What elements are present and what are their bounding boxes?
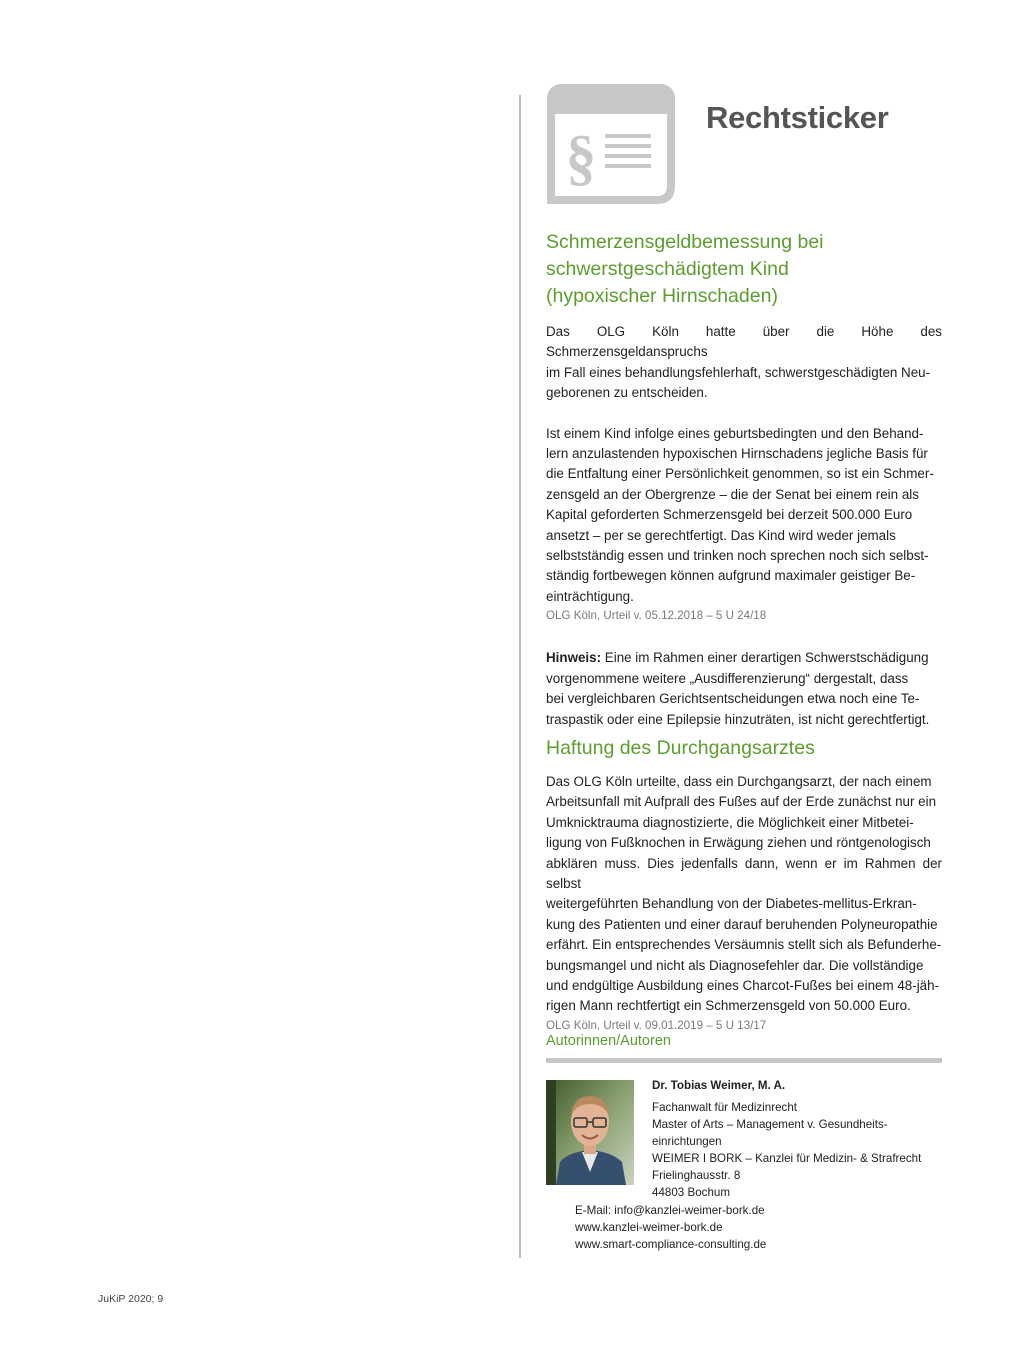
authors-divider	[546, 1058, 942, 1063]
author-details: Dr. Tobias Weimer, M. A. Fachanwalt für Medizinrecht Master of Arts – Management v. Gesundheits- einrichtungen WEIMER I BORK – Kanzlei für Medizin- & Strafrecht Frielinghausstr. 8 44803 Bochum	[652, 1077, 952, 1201]
author-name: Dr. Tobias Weimer, M. A.	[652, 1079, 786, 1092]
article2-heading: Haftung des Durchgangsarztes	[546, 737, 815, 759]
authors-heading: Autorinnen/Autoren	[546, 1033, 671, 1049]
author-email[interactable]: E-Mail: info@kanzlei-weimer-bork.de	[575, 1204, 765, 1217]
paragraph-document-icon	[545, 82, 677, 208]
author-consulting-link[interactable]: www.smart-compliance-consulting.de	[575, 1238, 767, 1251]
author-contact	[575, 1202, 766, 1253]
article1-citation: OLG Köln, Urteil v. 05.12.2018 – 5 U 24/18	[546, 609, 767, 623]
article1-intro: Das OLG Köln hatte über die Höhe des Schmerzensgeldanspruchs im Fall eines behandlungsfehlerhaft, schwerstgeschädigten Neu- geborenen zu entscheiden.	[546, 324, 942, 401]
article1-body: Ist einem Kind infolge eines geburtsbedingten und den Behand- lern anzulastenden hypoxischen Hirnschadens jegliche Basis für die Entfaltung einer Persönlichkeit genommen, so ist ein Schmer- zensgeld an der Obergrenze – die der Senat bei einem rein als Kapital geforderten Schmerzensgeld bei derzeit 500.000 Euro ansetzt – per se gerechtfertigt. Das Kind wird weder jemals selbstständig essen und trinken noch sprechen noch sich selbst- ständig fortbewegen können aufgrund maximaler geistiger Be- einträchtigung.	[546, 425, 934, 604]
article-durchgangsarzt	[546, 735, 942, 1034]
article-schmerzensgeld	[546, 229, 942, 730]
page-footer: JuKiP 2020; 9	[98, 1293, 164, 1305]
article2-body: Das OLG Köln urteilte, dass ein Durchgangsarzt, der nach einem Arbeitsunfall mit Aufprall des Fußes auf der Erde zunächst nur ein Umknicktrauma diagnostizierte, die Möglichkeit einer Mitbetei- ligung von Fußknochen in Erwägung ziehen und röntgenologisch abklären muss. Dies jedenfalls dann, wenn er im Rahmen der selbst weitergeführten Behandlung von der Diabetes-mellitus-Erkran- kung des Patienten und einer darauf beruhenden Polyneuropathie erfährt. Ein entsprechendes Versäumnis stellt sich als Befunderhe- bungsmangel und nicht als Diagnosefehler dar. Die vollständige und endgültige Ausbildung eines Charcot-Fußes bei einem 48-jäh- rigen Mann rechtfertigt ein Schmerzensgeld von 50.000 Euro.	[546, 774, 942, 1014]
page-title: Rechtsticker	[706, 100, 889, 135]
note-label: Hinweis:	[546, 650, 602, 666]
author-website-link[interactable]: www.kanzlei-weimer-bork.de	[575, 1221, 723, 1234]
authors-section	[546, 1031, 942, 1063]
article1-note: Hinweis: Eine im Rahmen einer derartigen Schwerstschädigung vorgenommene weitere „Ausdifferenzierung“ dergestalt, dass bei vergleichbaren Gerichtsentscheidungen etwa noch eine Te- traspastik oder eine Epilepsie hinzuträten, ist nicht gerechtfertigt.	[546, 650, 930, 727]
author-photo	[546, 1080, 634, 1185]
column-divider	[519, 95, 521, 1258]
article2-citation: OLG Köln, Urteil v. 09.01.2019 – 5 U 13/17	[546, 1018, 767, 1032]
section-sign-glyph: §	[565, 124, 597, 192]
article1-heading: Schmerzensgeldbemessung bei schwerstgeschädigtem Kind (hypoxischer Hirnschaden)	[546, 231, 824, 307]
